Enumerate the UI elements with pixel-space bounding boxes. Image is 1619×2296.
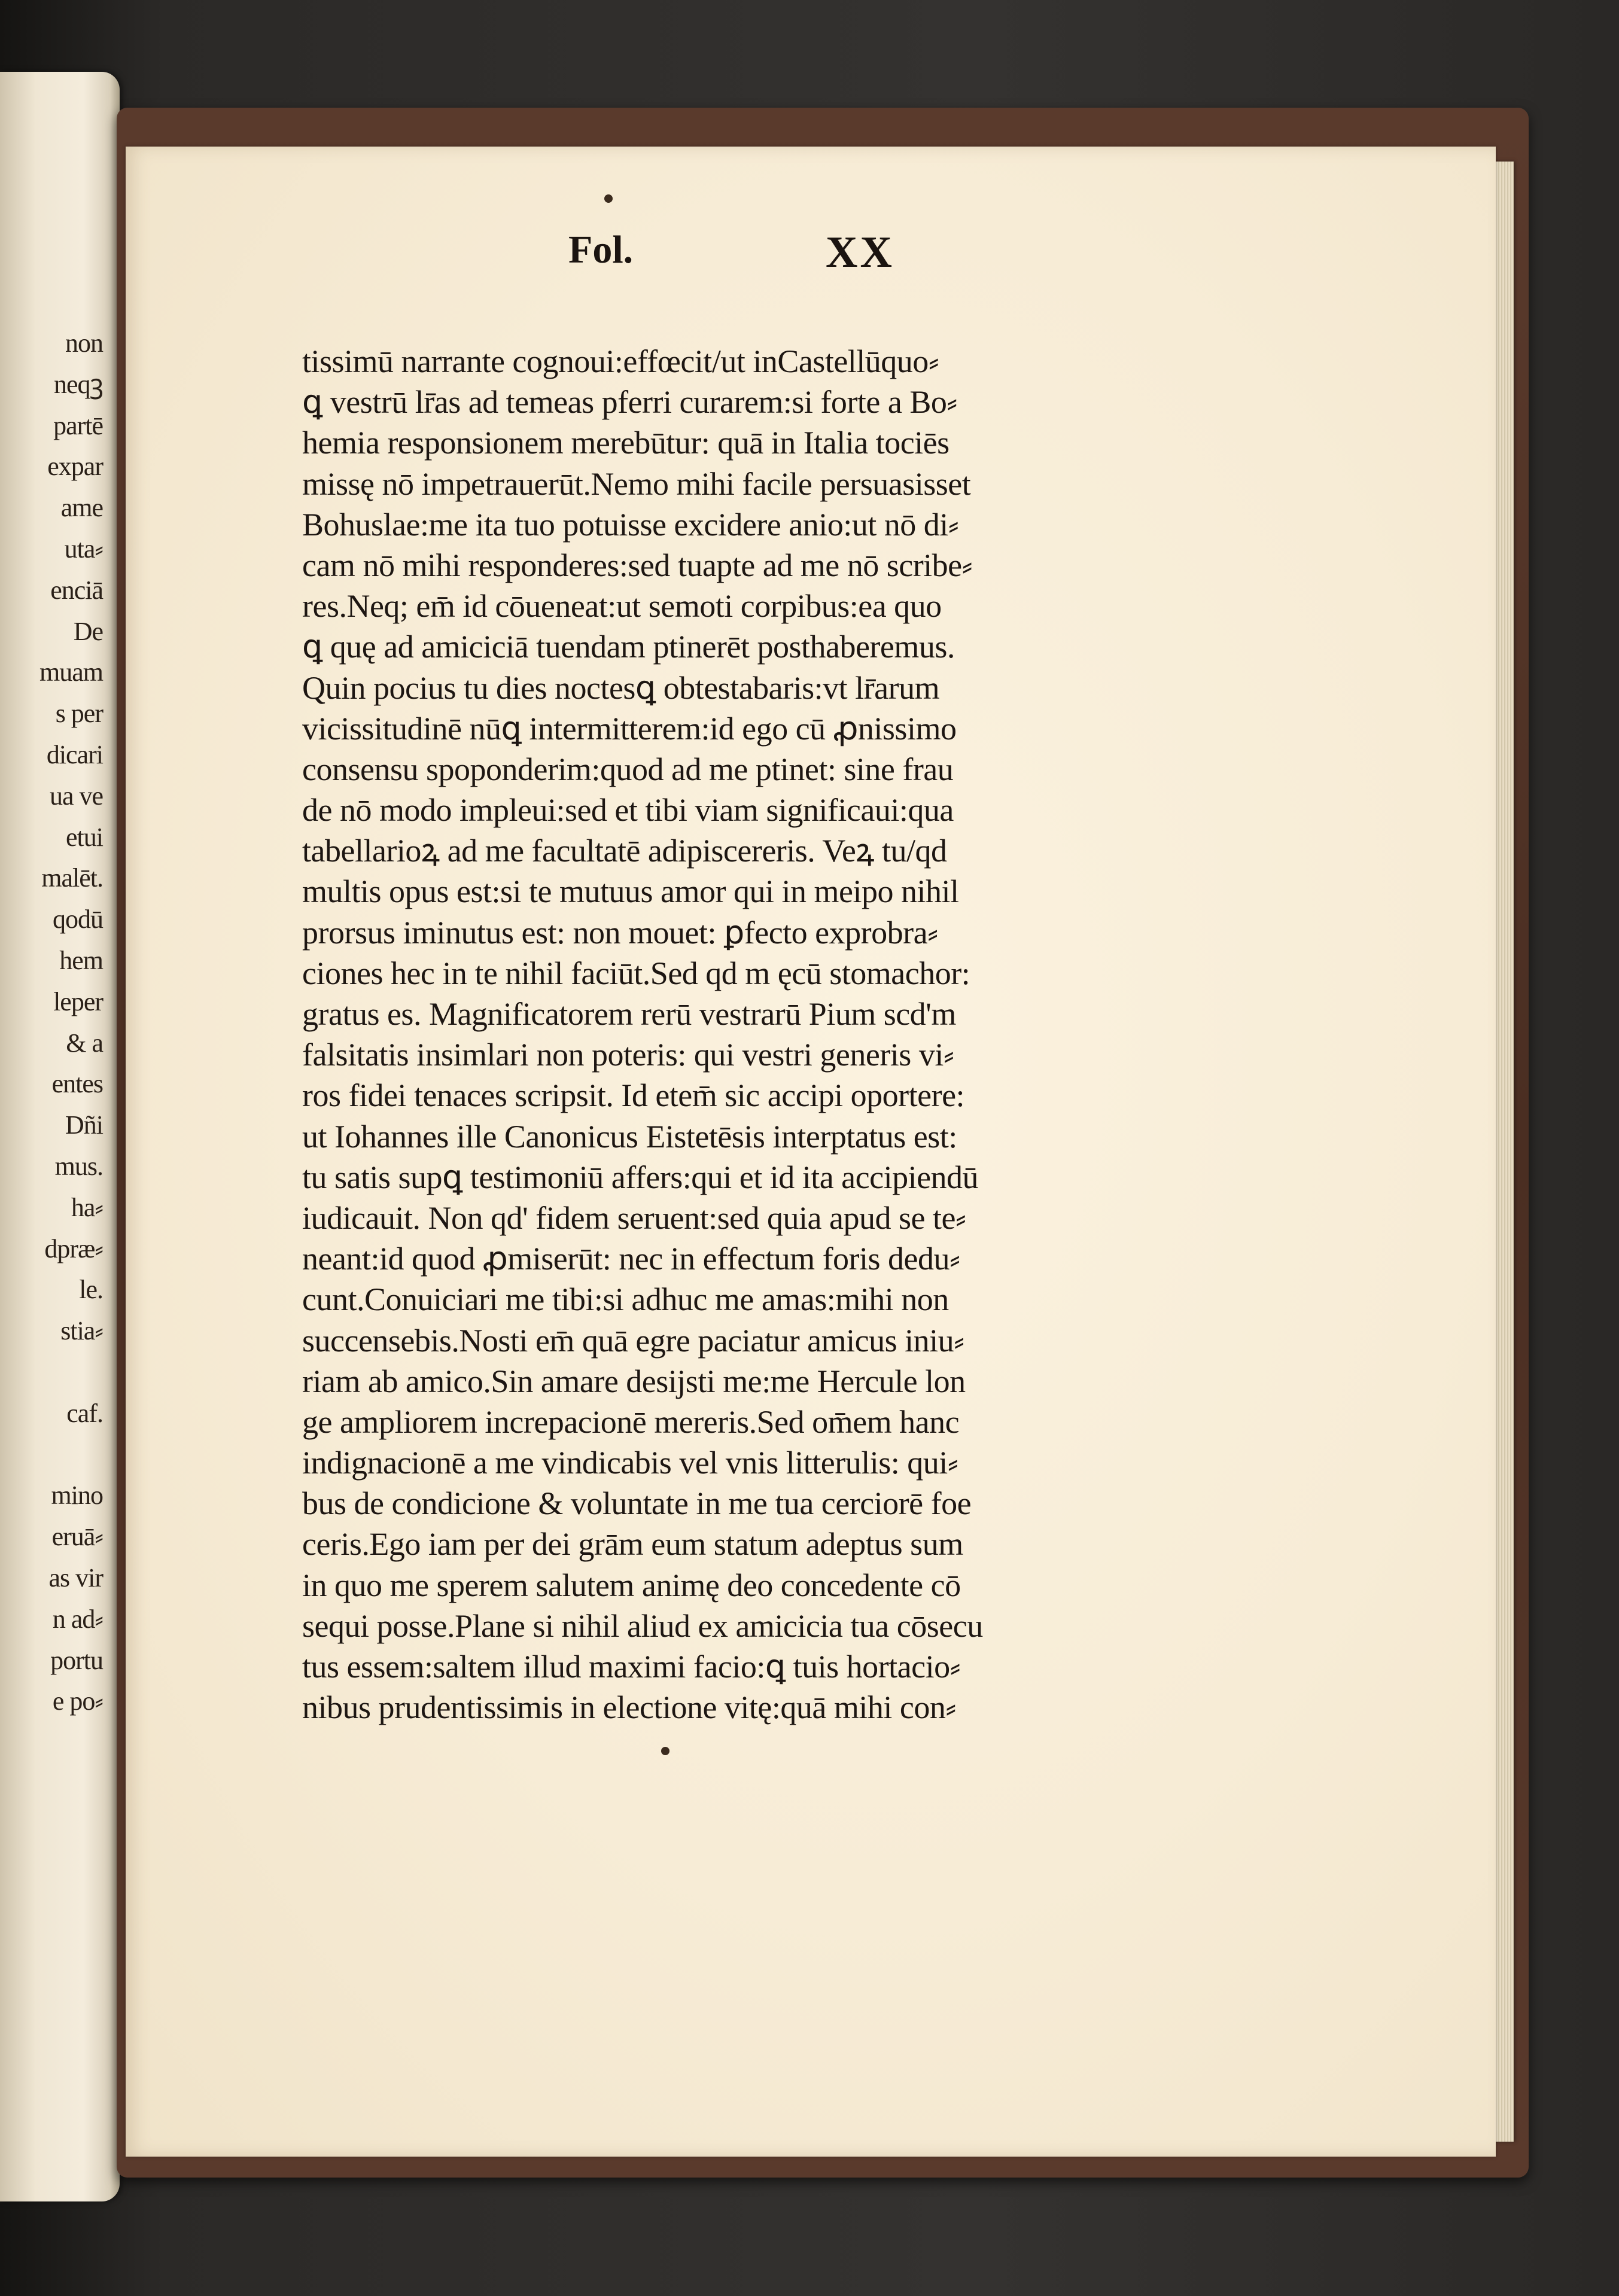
text-line: gratus es. Magnificatorem rerū vestrarū Pium scd'm: [302, 996, 956, 1032]
previous-page-fragment: n ad⸗: [52, 1604, 103, 1634]
previous-page-fragment: De: [73, 616, 103, 646]
previous-page-fragment: ua ve: [49, 781, 103, 811]
text-line: hemia responsionem merebūtur: quā in Italia tociēs: [302, 425, 950, 461]
text-line: in quo me sperem salutem animę deo concedente cō: [302, 1567, 961, 1603]
previous-page-fragment: ha⸗: [71, 1192, 103, 1222]
text-line: missę nō impetrauerūt.Nemo mihi facile persuasisset: [302, 465, 971, 502]
text-line: tu satis supꝗ testimoniū affers:qui et id ita accipiendū: [302, 1159, 979, 1195]
text-line: prorsus iminutus est: non mouet: ꝑfecto exprobra⸗: [302, 914, 938, 951]
previous-page-fragment: enciā: [50, 575, 103, 605]
text-line: de nō modo impleui:sed et tibi viam significaui:qua: [302, 792, 954, 829]
previous-page-fragment: ame: [60, 493, 103, 523]
text-line: ros fidei tenaces scripsit. Id etem̄ sic accipi oportere:: [302, 1077, 965, 1114]
text-line: ciones hec in te nihil faciūt.Sed qd m ęcū stomachor:: [302, 955, 970, 991]
text-line: Quin pocius tu dies noctesꝗ obtestabaris:vt lr̄arum: [302, 669, 940, 706]
text-line: Bohuslae:me ita tuo potuisse excidere anio:ut nō di⸗: [302, 506, 959, 543]
previous-page-fragment: muam: [39, 657, 103, 687]
text-line: multis opus est:si te mutuus amor qui in meipo nihil: [302, 873, 959, 910]
text-line: consensu spoponderim:quod ad me ptinet: sine frau: [302, 751, 954, 787]
text-line: tissimū narrante cognoui:effœcit/ut inCastellūquo⸗: [302, 343, 939, 379]
text-line: riam ab amico.Sin amare desijsti me:me Hercule lon: [302, 1363, 966, 1399]
text-line: cam nō mihi responderes:sed tuapte ad me nō scribe⸗: [302, 547, 973, 583]
previous-page-fragment: Dñi: [65, 1110, 103, 1140]
previous-page-fragment: dpræ⸗: [44, 1234, 103, 1263]
previous-page-fragment: non: [65, 328, 103, 358]
previous-page-fragment: qodū: [53, 905, 103, 934]
text-line: indignacionē a me vindicabis vel vnis litterulis: qui⸗: [302, 1445, 958, 1481]
previous-page-fragment: etui: [66, 822, 103, 852]
text-line: res.Neq; em̄ id cōueneat:ut semoti corpibus:ea quo: [302, 588, 942, 625]
running-header: [126, 227, 1496, 293]
text-line: falsitatis insimlari non poteris: qui vestri generis vi⸗: [302, 1037, 954, 1073]
previous-page-fragment: entes: [51, 1069, 103, 1099]
previous-page-text-fragments: [0, 323, 114, 1722]
text-line: neant:id quod ꝓmiserūt: nec in effectum foris dedu⸗: [302, 1241, 960, 1277]
previous-page-fragment: le.: [79, 1275, 103, 1305]
text-line: succensebis.Nosti em̄ quā egre paciatur amicus iniu⸗: [302, 1322, 964, 1359]
text-block: [302, 341, 1158, 1728]
previous-page-fragment: s per: [55, 699, 103, 729]
text-line: iudicauit. Non qd' fidem seruent:sed quia apud se te⸗: [302, 1199, 966, 1236]
previous-page-fragment: as vir: [48, 1563, 103, 1592]
previous-page-fragment: e po⸗: [52, 1686, 103, 1716]
previous-page-fragment: uta⸗: [64, 534, 103, 564]
book-page: [126, 147, 1496, 2157]
text-line: ceris.Ego iam per dei grām eum statum adeptus sum: [302, 1526, 963, 1563]
text-line: tus essem:saltem illud maximi facio:ꝗ tuis hortacio⸗: [302, 1649, 961, 1685]
previous-page-fragment: mino: [51, 1481, 103, 1511]
previous-page-fragment: expar: [47, 452, 103, 482]
previous-page-fragment: malēt.: [41, 863, 103, 893]
folio-number: XX: [826, 228, 894, 277]
text-line: cunt.Conuiciari me tibi:si adhuc me amas:mihi non: [302, 1281, 949, 1318]
previous-page-fragment: caf.: [66, 1398, 103, 1428]
folio-label: Fol.: [568, 228, 634, 272]
previous-page-fragment: dicari: [46, 739, 103, 769]
text-line: vicissitudinē nūꝗ intermitterem:id ego cū ꝓnissimo: [302, 710, 957, 747]
previous-page-fragment: eruā⸗: [51, 1522, 103, 1552]
previous-page-fragment: portu: [50, 1645, 103, 1675]
previous-page-fragment: partē: [53, 410, 103, 440]
previous-page-fragment: & a: [66, 1028, 103, 1058]
text-line: sequi posse.Plane si nihil aliud ex amicicia tua cōsecu: [302, 1607, 983, 1644]
previous-page-fragment: hem: [59, 945, 103, 975]
previous-page-edge: [0, 72, 120, 2201]
ink-spot: [604, 194, 613, 203]
text-line: ge ampliorem increpacionē mereris.Sed om̄em hanc: [302, 1403, 960, 1440]
previous-page-fragment: stia⸗: [60, 1316, 103, 1346]
previous-page-fragment: mus.: [54, 1151, 103, 1181]
text-line: tabellarioꝝ ad me facultatē adipiscereris. Veꝝ tu/qd: [302, 833, 947, 869]
text-line: nibus prudentissimis in electione vitę:quā mihi con⸗: [302, 1689, 956, 1726]
text-line: ꝗ quę ad amiciciā tuendam ptinerēt posthaberemus.: [302, 629, 955, 665]
ink-spot: [661, 1747, 669, 1755]
text-line: ut Iohannes ille Canonicus Eistetēsis interptatus est:: [302, 1118, 957, 1155]
text-line: ꝗ vestrū lr̄as ad temeas pferri curarem:si forte a Bo⸗: [302, 384, 957, 421]
text-line: bus de condicione & voluntate in me tua cerciorē foe: [302, 1485, 972, 1522]
previous-page-fragment: leper: [53, 986, 103, 1016]
previous-page-fragment: [0, 1352, 114, 1393]
previous-page-fragment: [0, 1435, 114, 1476]
previous-page-fragment: neqꝫ: [53, 369, 103, 399]
